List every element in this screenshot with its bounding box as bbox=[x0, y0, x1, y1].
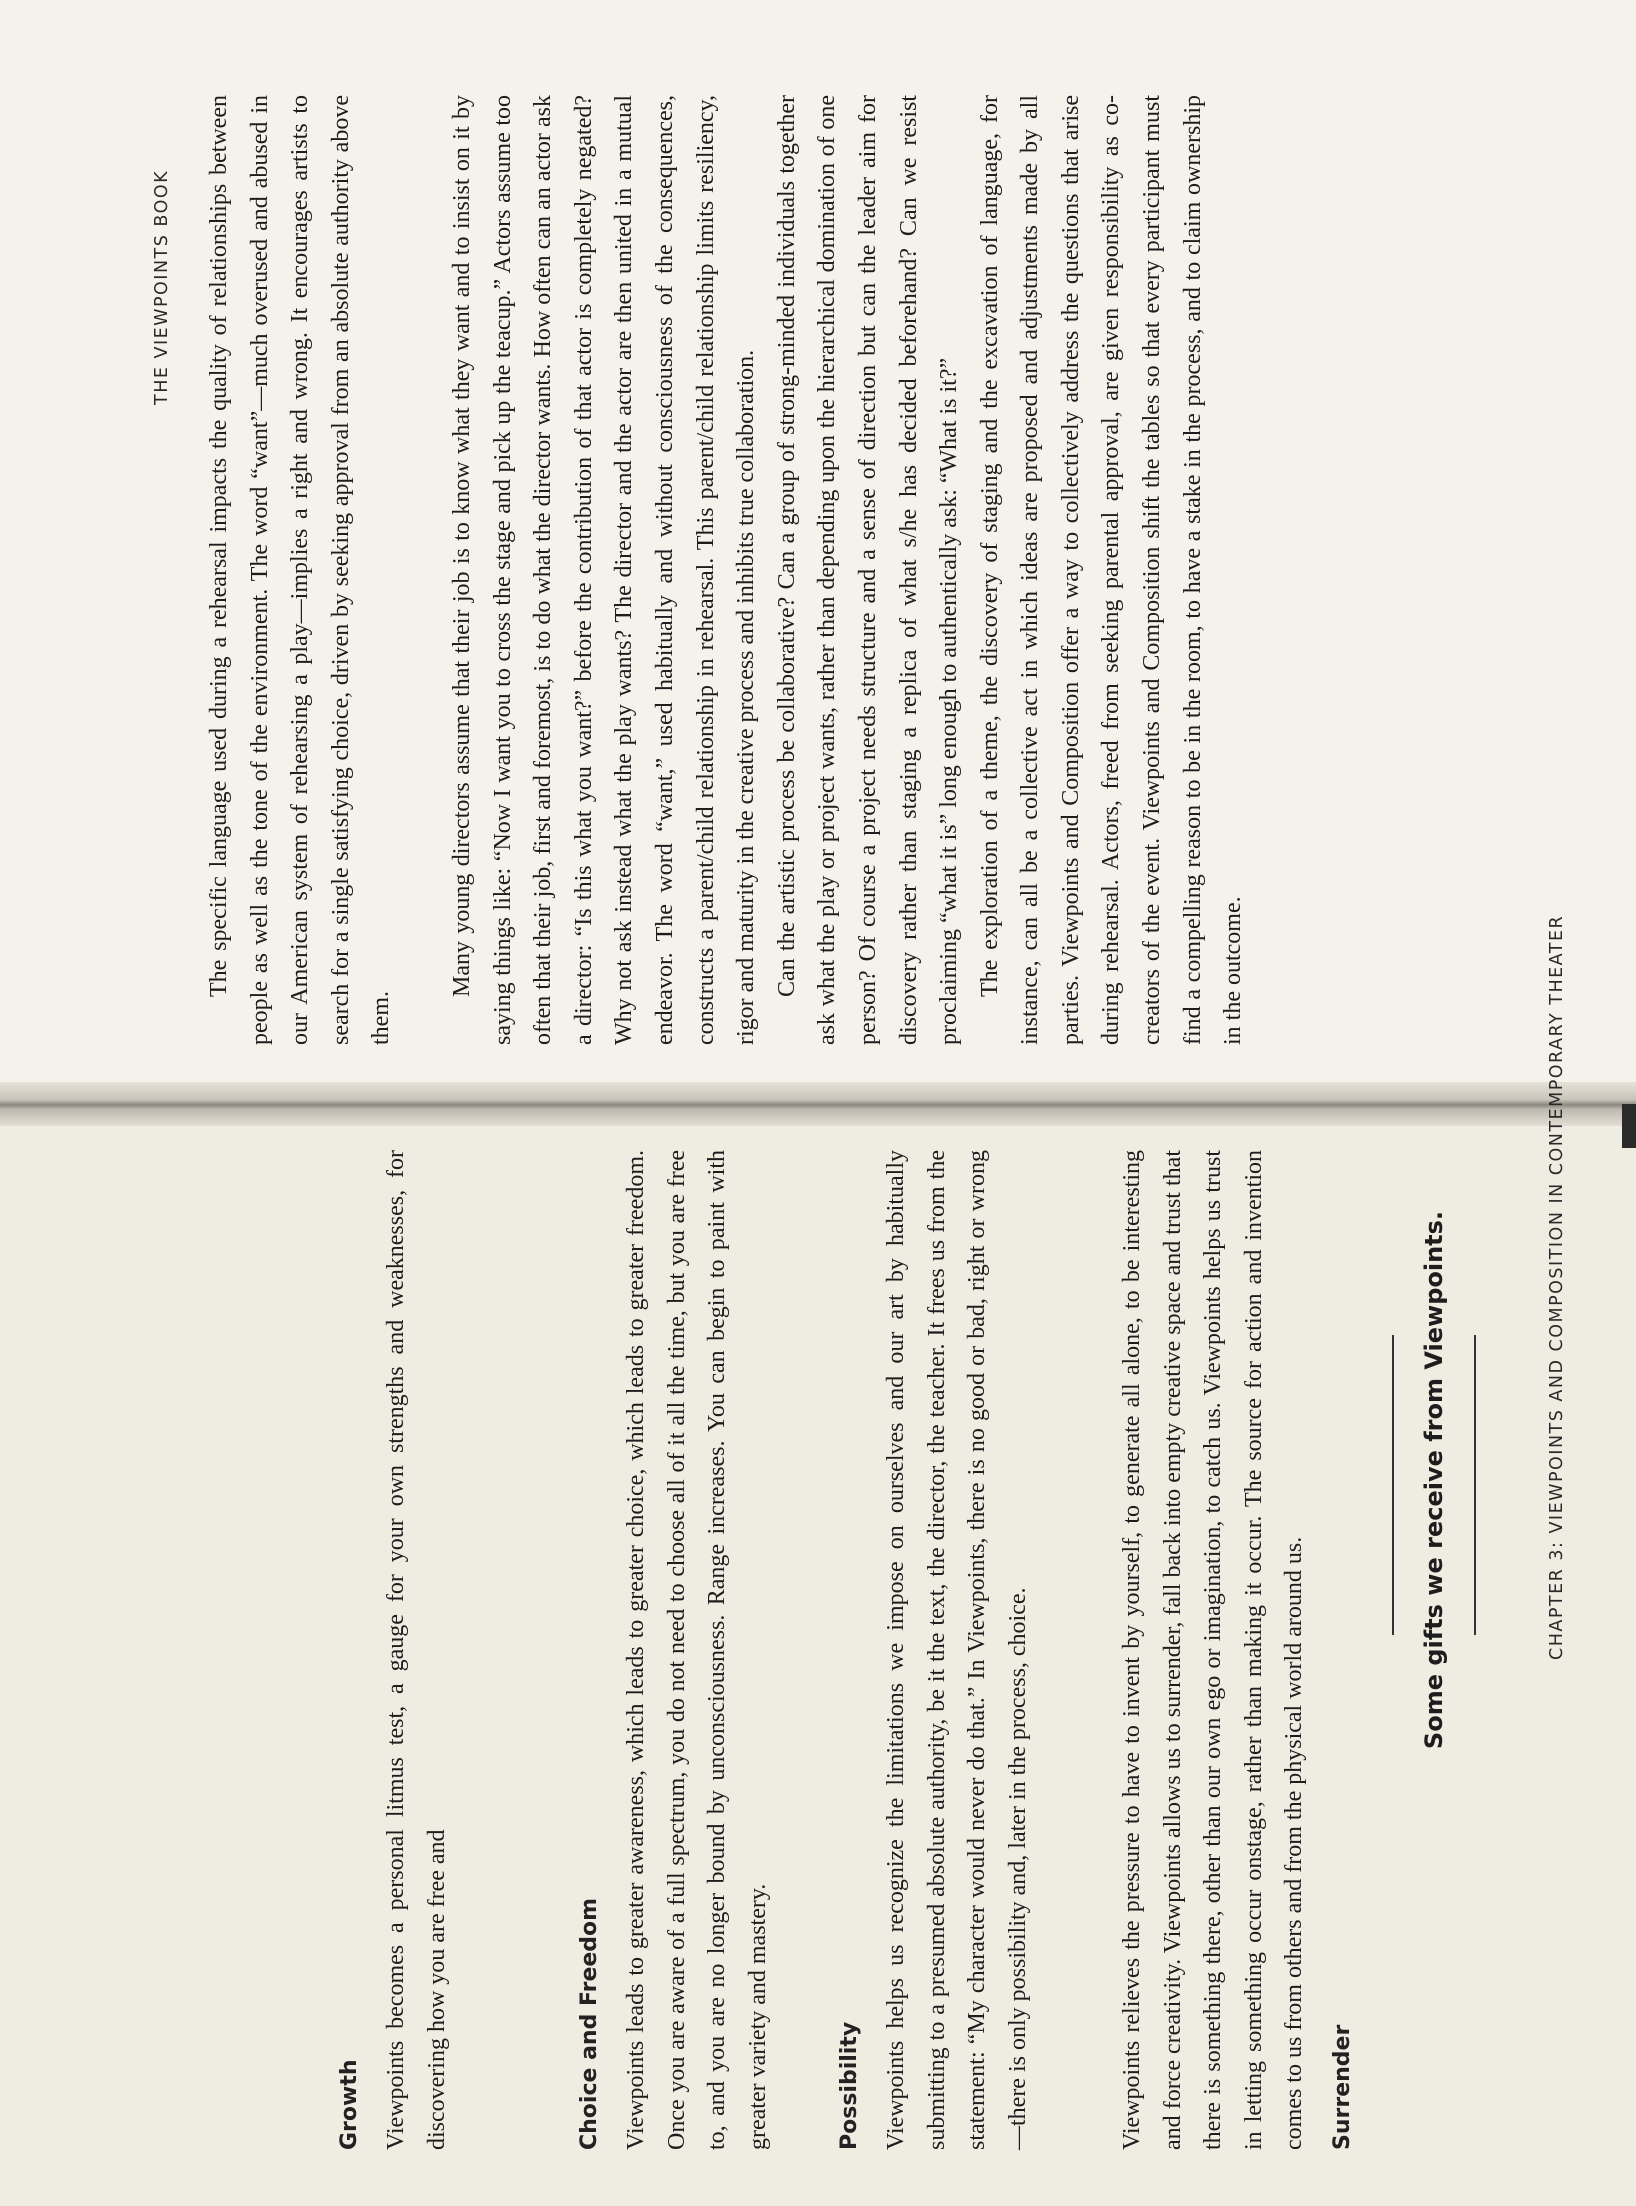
gift-text: Viewpoints leads to greater awareness, which leads to greater choice, which leads to greater freedom. Once you are aware of a full spectrum, you do not need to choose all of it all the time, but you are free to, and you are no longer bound by unconsciousness. Range increases. You can begin to paint with greater variety and mastery. bbox=[623, 1150, 771, 2150]
gift-section-growth bbox=[337, 1150, 457, 2150]
paragraph: Can the artistic process be collaborative? Can a group of strong-minded individuals together ask what the play or project wants, rather than depending upon the hierarchical domination of one person? Of course a project needs structure and a sense of direction but can the leader aim for discovery rather than staging a replica of what s/he has decided beforehand? Can we resist proclaiming “what it is” long enough to authentically ask: “What is it?” bbox=[773, 95, 963, 1045]
box-rule-top bbox=[1474, 1335, 1476, 1635]
left-page bbox=[94, 45, 1634, 1045]
box-rule-bottom bbox=[1392, 1335, 1394, 1635]
gift-section-surrender bbox=[1330, 1150, 1369, 2150]
gift-heading: Growth bbox=[337, 2059, 362, 2150]
book-gutter bbox=[0, 1082, 1636, 1126]
paragraph: The exploration of a theme, the discovery of staging and the excavation of language, for instance, can all be a collective act in which ideas are proposed and adjustments made by all parties. Viewpoints and Composition offer a way to collectively address the questions that arise during rehearsal. Actors, freed from seeking parental approval, are given responsibility as co-creators of the event. Viewpoints and Composition shift the tables so that every participant must find a compelling reason to be in the room, to have a stake in the process, and to claim ownership in the outcome. bbox=[976, 95, 1247, 1045]
left-page-body bbox=[199, 95, 1299, 1045]
gift-section-choice bbox=[577, 1150, 778, 2150]
paragraph: Many young directors assume that their job is to know what they want and to insist on it by saying things like: “Now I want you to cross the stage and pick up the teacup.” Actors assume too often that their job, first and foremost, is to do what the director wants. How often can an actor ask a director: “Is this what you want?” before the contribution of that actor is completely negated? Why not ask instead what the play wants? The director and the actor are then united in a mutual endeavor. The word “want,” used habitually and without consciousness of the consequences, constructs a parent/child relationship in rehearsal. This parent/child relationship limits resiliency, rigor and maturity in the creative process and inhibits true collaboration. bbox=[448, 95, 760, 1045]
gift-section-surrender-text bbox=[1112, 1150, 1315, 2150]
gift-heading: Choice and Freedom bbox=[577, 1897, 602, 2150]
right-page bbox=[62, 914, 1602, 2150]
gift-text: Viewpoints becomes a personal litmus test, a gauge for your own strengths and weaknesses, for discovering how you are free and bbox=[383, 1150, 450, 2150]
gift-text: Viewpoints relieves the pressure to have to invent by yourself, to generate all alone, to be interesting and force creativity. Viewpoints allows us to surrender, fall back into empty creative space and trust that there is something there, other than our own ego or imagination, to catch us. Viewpoints helps us trust in letting something occur onstage, rather than making it occur. The source for action and invention comes to us from others and from the physical world around us. bbox=[1119, 1150, 1308, 2150]
gift-text: Viewpoints helps us recognize the limitations we impose on ourselves and our art by habitually submitting to a presumed absolute authority, be it the text, the director, the teacher. It frees us from the statement: “My character would never do that.” In Viewpoints, there is no good or bad, right or wrong—there is only possibility and, later in the process, choice. bbox=[883, 1150, 1031, 2150]
running-head-right: CHAPTER 3: VIEWPOINTS AND COMPOSITION IN CONTEMPORARY THEATER bbox=[1547, 914, 1567, 1660]
gift-heading: Possibility bbox=[837, 2021, 862, 2150]
paragraph: The specific language used during a rehearsal impacts the quality of relationships between people as well as the tone of the environment. The word “want”—much overused and abused in our American system of rehearsing a play—implies a right and wrong. It encourages artists to search for a single satisfying choice, driven by seeking approval from an absolute authority above them. bbox=[206, 95, 395, 1045]
spine-shadow bbox=[1622, 1104, 1636, 1148]
gifts-box-title: Some gifts we receive from Viewpoints. bbox=[1420, 1210, 1448, 1750]
gift-section-possibility bbox=[837, 1150, 1038, 2150]
gift-heading: Surrender bbox=[1330, 2024, 1355, 2150]
running-head-left: THE VIEWPOINTS BOOK bbox=[152, 169, 172, 405]
